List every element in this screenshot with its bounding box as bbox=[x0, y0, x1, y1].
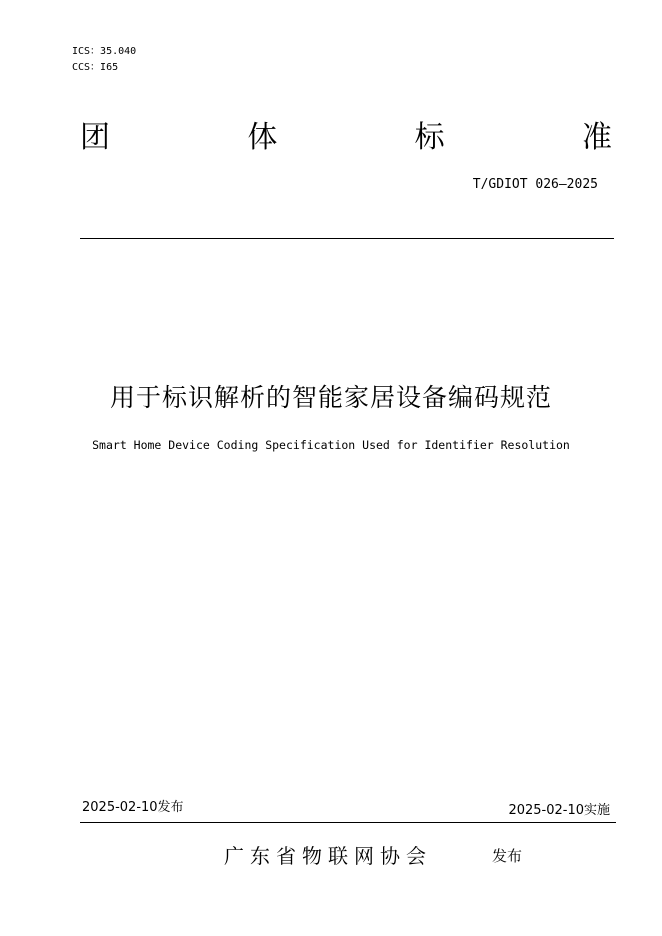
publish-label: 发布 bbox=[492, 847, 523, 865]
ics-code: ICS：35.040 bbox=[72, 46, 137, 57]
publisher-name: 广东省物联网协会 bbox=[224, 844, 432, 868]
standard-type-char: 团 bbox=[80, 120, 110, 155]
standard-type-char: 体 bbox=[247, 120, 278, 155]
standard-number: T/GDIOT 026—2025 bbox=[472, 177, 598, 192]
document-title-chinese: 用于标识解析的智能家居设备编码规范 bbox=[109, 383, 552, 412]
document-title-english: Smart Home Device Coding Specification Used for Identifier Resolution bbox=[92, 438, 570, 452]
ccs-code: CCS：I65 bbox=[72, 62, 119, 73]
publish-date: 2025-02-10发布 bbox=[82, 800, 184, 815]
standard-type-char: 标 bbox=[414, 120, 445, 155]
implement-date: 2025-02-10实施 bbox=[508, 803, 610, 818]
bottom-divider bbox=[80, 822, 616, 823]
standard-type-heading bbox=[80, 118, 612, 158]
standard-type-char: 准 bbox=[581, 120, 612, 155]
top-divider bbox=[80, 238, 614, 239]
classification-codes bbox=[72, 44, 136, 76]
